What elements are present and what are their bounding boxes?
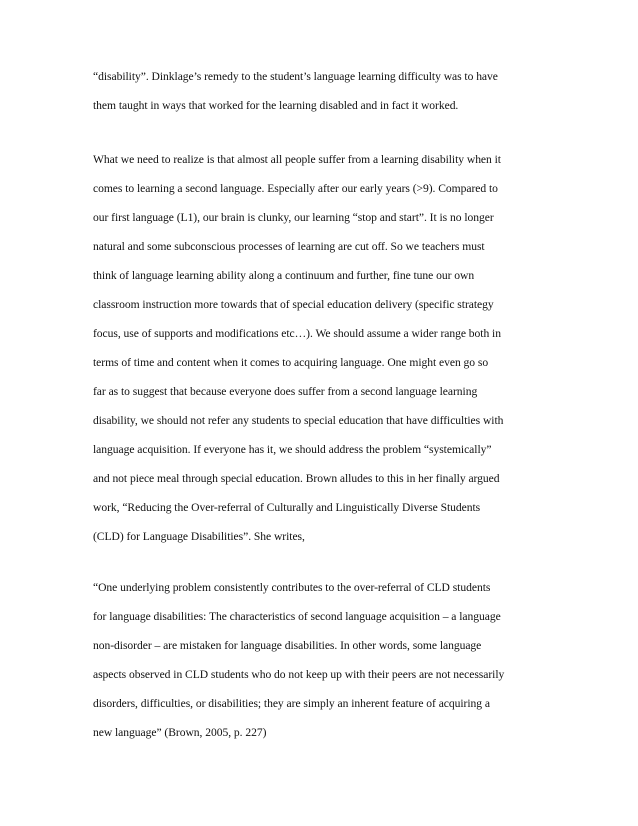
paragraph-line: language acquisition. If everyone has it, we should address the problem “systemically”	[93, 443, 492, 456]
quote-line: new language” (Brown, 2005, p. 227)	[93, 726, 267, 739]
quote-line: for language disabilities: The characteristics of second language acquisition – a language	[93, 610, 501, 623]
paragraph-line: terms of time and content when it comes to acquiring language. One might even go so	[93, 356, 489, 369]
quote-line: disorders, difficulties, or disabilities; they are simply an inherent feature of acquiring a	[93, 697, 490, 710]
paragraph-line: classroom instruction more towards that of special education delivery (specific strategy	[93, 298, 494, 311]
quote-line: non-disorder – are mistaken for language disabilities. In other words, some language	[93, 639, 482, 652]
paragraph-line: disability, we should not refer any students to special education that have difficulties with	[93, 414, 504, 427]
quote-line: aspects observed in CLD students who do not keep up with their peers are not necessarily	[93, 668, 505, 681]
paragraph-line: “disability”. Dinklage’s remedy to the student’s language learning difficulty was to have	[93, 70, 498, 83]
paragraph-line: What we need to realize is that almost all people suffer from a learning disability when it	[93, 153, 501, 166]
quote-line: “One underlying problem consistently contributes to the over-referral of CLD students	[93, 581, 491, 594]
paragraph-line: them taught in ways that worked for the learning disabled and in fact it worked.	[93, 99, 459, 112]
paragraph-line: work, “Reducing the Over-referral of Culturally and Linguistically Diverse Students	[93, 501, 481, 514]
paragraph-line: think of language learning ability along a continuum and further, fine tune our own	[93, 269, 475, 282]
paragraph-2	[93, 145, 553, 551]
paragraph-line: focus, use of supports and modifications etc…). We should assume a wider range both in	[93, 327, 501, 340]
paragraph-line: comes to learning a second language. Especially after our early years (>9). Compared to	[93, 182, 498, 195]
paragraph-line: far as to suggest that because everyone does suffer from a second language learning	[93, 385, 478, 398]
paragraph-line: and not piece meal through special education. Brown alludes to this in her finally argued	[93, 472, 500, 485]
paragraph-line: our first language (L1), our brain is clunky, our learning “stop and start”. It is no longer	[93, 211, 494, 224]
paragraph-line: (CLD) for Language Disabilities”. She writes,	[93, 530, 305, 543]
block-quote	[93, 573, 553, 747]
paragraph-1	[93, 62, 553, 120]
paragraph-line: natural and some subconscious processes of learning are cut off. So we teachers must	[93, 240, 485, 253]
